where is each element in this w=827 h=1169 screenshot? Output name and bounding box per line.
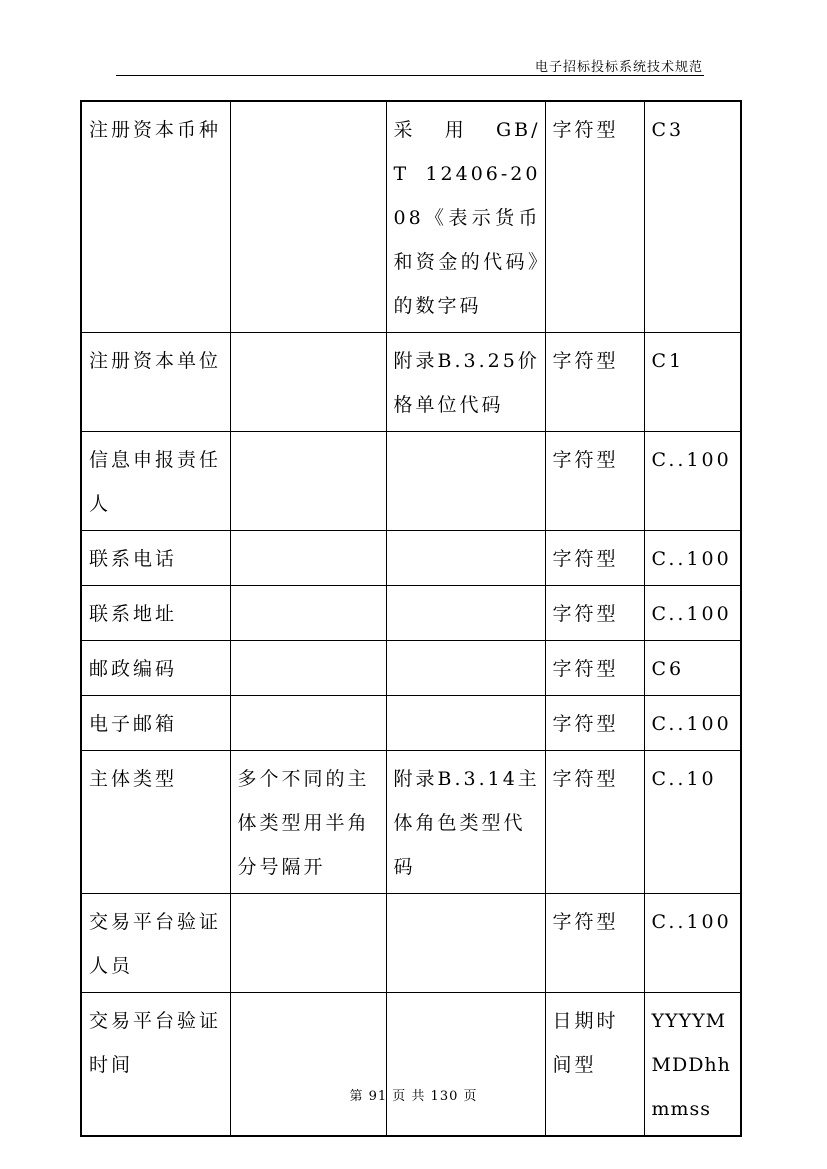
table-row xyxy=(81,894,741,993)
cell-desc xyxy=(230,432,386,531)
cell-name: 注册资本单位 xyxy=(81,333,230,432)
cell-ref xyxy=(386,894,545,993)
cell-desc xyxy=(230,641,386,696)
cell-ref xyxy=(386,432,545,531)
table-row xyxy=(81,641,741,696)
table-row xyxy=(81,696,741,751)
cell-format: C..100 xyxy=(644,586,741,641)
cell-type: 日期时间型 xyxy=(545,993,644,1137)
cell-name: 电子邮箱 xyxy=(81,696,230,751)
cell-name: 信息申报责任人 xyxy=(81,432,230,531)
table-row xyxy=(81,333,741,432)
cell-desc xyxy=(230,531,386,586)
cell-format: C..100 xyxy=(644,894,741,993)
cell-ref xyxy=(386,696,545,751)
cell-name: 主体类型 xyxy=(81,751,230,894)
cell-ref xyxy=(386,993,545,1137)
cell-format: C1 xyxy=(644,333,741,432)
running-header: 电子招标投标系统技术规范 xyxy=(534,60,703,75)
table-row xyxy=(81,751,741,894)
cell-format: C..10 xyxy=(644,751,741,894)
cell-ref: 附录B.3.14主体角色类型代码 xyxy=(386,751,545,894)
cell-name: 邮政编码 xyxy=(81,641,230,696)
cell-ref: 采 用 GB/T 12406-2008《表示货币和资金的代码》的数字码 xyxy=(386,101,545,333)
cell-name: 联系地址 xyxy=(81,586,230,641)
cell-ref: 附录B.3.25价格单位代码 xyxy=(386,333,545,432)
cell-type: 字符型 xyxy=(545,432,644,531)
cell-format: C..100 xyxy=(644,531,741,586)
cell-desc xyxy=(230,586,386,641)
table-row xyxy=(81,531,741,586)
cell-desc: 多个不同的主体类型用半角分号隔开 xyxy=(230,751,386,894)
cell-desc xyxy=(230,101,386,333)
data-element-table xyxy=(80,100,742,1137)
cell-format: YYYYMMDDhhmmss xyxy=(644,993,741,1137)
cell-desc xyxy=(230,333,386,432)
table-row xyxy=(81,101,741,333)
cell-type: 字符型 xyxy=(545,751,644,894)
cell-name: 交易平台验证人员 xyxy=(81,894,230,993)
cell-format: C3 xyxy=(644,101,741,333)
cell-type: 字符型 xyxy=(545,333,644,432)
cell-type: 字符型 xyxy=(545,101,644,333)
cell-name: 注册资本币种 xyxy=(81,101,230,333)
table-row xyxy=(81,432,741,531)
cell-format: C..100 xyxy=(644,432,741,531)
cell-desc xyxy=(230,696,386,751)
cell-name: 联系电话 xyxy=(81,531,230,586)
cell-type: 字符型 xyxy=(545,586,644,641)
cell-desc xyxy=(230,993,386,1137)
cell-type: 字符型 xyxy=(545,641,644,696)
cell-name: 交易平台验证时间 xyxy=(81,993,230,1137)
header-rule xyxy=(116,75,704,76)
table-row xyxy=(81,993,741,1137)
cell-ref xyxy=(386,586,545,641)
cell-ref xyxy=(386,641,545,696)
cell-format: C..100 xyxy=(644,696,741,751)
table-row xyxy=(81,586,741,641)
cell-ref xyxy=(386,531,545,586)
cell-desc xyxy=(230,894,386,993)
cell-type: 字符型 xyxy=(545,696,644,751)
cell-type: 字符型 xyxy=(545,531,644,586)
cell-format: C6 xyxy=(644,641,741,696)
page-number: 第 91 页 共 130 页 xyxy=(349,1089,478,1104)
cell-type: 字符型 xyxy=(545,894,644,993)
